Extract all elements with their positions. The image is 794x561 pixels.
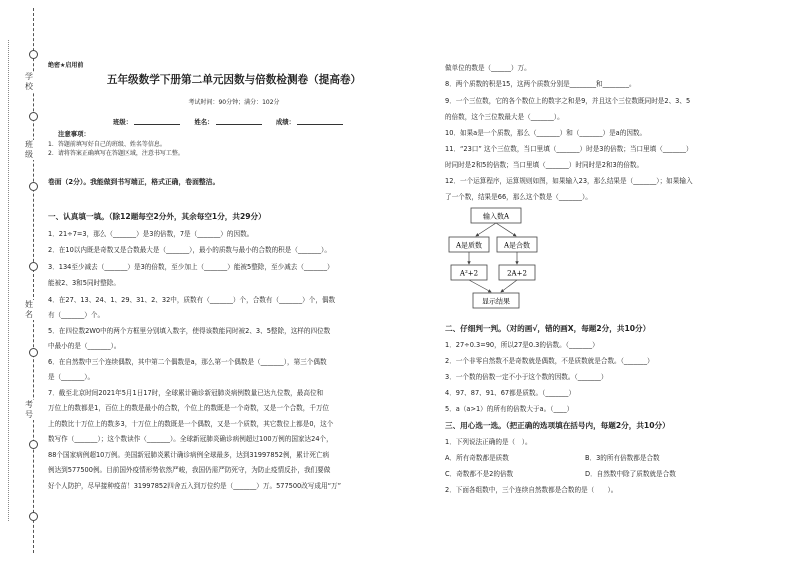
question-line: 88个国家病例超10万例。美国新冠肺炎累计确诊病例全球最多，达到31997852例，累计死亡病 (48, 451, 330, 459)
binding-label: 号 (25, 410, 33, 419)
question-line: 好个人防护，尽早接种疫苗！31997852四舍五入到万位约是（_______）万。577500改写成用“万” (48, 482, 342, 490)
class-label: 班级： (113, 118, 133, 126)
question-line: 的倍数，这个三位数最大是（_______）。 (445, 113, 564, 121)
flowchart (445, 205, 565, 320)
question-line: 8．两个质数的积是15，这两个质数分别是________和________。 (445, 80, 636, 88)
binding-label: 考 (25, 400, 33, 409)
name-label: 姓名： (194, 118, 214, 126)
question-line: 例达到577500例。目前国外疫情形势依然严峻，我国仍需严防死守，为防止疫情反扑，我们要做 (48, 466, 331, 474)
question-line: 1．21÷7=3，那么（_______）是3的倍数，7是（_______）的因数。 (48, 230, 254, 238)
question-line: 3．134至少减去（_______）是3的倍数，至少加上（_______）能被5整除，至少减去（_______） (48, 263, 334, 271)
flow-op-composite-text: 2A+2 (507, 269, 527, 278)
question-line: 2．下面各组数中，三个连续自然数都是合数的是（ ）。 (445, 486, 618, 494)
flow-prime-text: A是质数 (455, 241, 483, 250)
binding-hole (29, 112, 38, 121)
flow-arrow (496, 223, 516, 236)
section2-title: 二、仔细判一判。（对的画√，错的画X，每题2分，共10分） (445, 324, 651, 333)
notice-title: 注意事项： (58, 130, 90, 138)
binding-margin (0, 0, 42, 561)
binding-label: 级 (25, 150, 33, 159)
question-line: 4．在27、13、24、1、29、31、2、32中，质数有（_______）个，合数有（_______）个，偶数 (48, 296, 336, 304)
question-line: 7．截至北京时间2021年5月1日17时，全球累计确诊新冠肺炎病例数量已达九位数，最高位和 (48, 389, 324, 397)
flow-arrow (469, 280, 491, 292)
binding-hole (29, 512, 38, 521)
binding-label: 学 (25, 72, 33, 81)
binding-hole (29, 348, 38, 357)
binding-label: 校 (25, 82, 33, 91)
question-line: 1．下列说法正确的是（ ）。 (445, 438, 532, 446)
binding-hole (29, 50, 38, 59)
student-fields (48, 117, 420, 127)
notice-item: 2．请将答案正确填写在答题区域，注意书写工整。 (48, 150, 184, 157)
flow-op-prime-text: A²+2 (459, 269, 479, 278)
question-line: 数写作（_______）；这个数读作（_______）。全球新冠肺炎确诊病例超过100万例的国家达24个， (48, 435, 333, 443)
question-line: 能被2、3和5同时整除。 (48, 279, 120, 287)
question-line: 做单位的数是（______）万。 (445, 64, 531, 72)
question-line: 上的数比十万位上的数多3，十万位上的数既是一个偶数，又是一个质数，其它数位上都是0，这个 (48, 420, 334, 428)
question-line: 是（_______）。 (48, 373, 95, 381)
neatness-note: 卷面（2分）。我能做到书写端正，格式正确，卷面整洁。 (48, 178, 220, 186)
score-field[interactable] (297, 117, 343, 125)
question-line: 中最小的是（_______）。 (48, 342, 121, 350)
binding-guide-line (8, 40, 9, 521)
binding-hole (29, 182, 38, 191)
binding-label: 名 (25, 310, 33, 319)
option-b: B．3的所有倍数都是合数 (585, 454, 660, 462)
flow-composite-text: A是合数 (503, 241, 531, 250)
binding-hole (29, 262, 38, 271)
question-line: 1．27÷0.3=90，所以27是0.3的倍数。（_______） (445, 341, 599, 349)
question-line: 3．一个数的倍数一定不小于这个数的因数。（_______） (445, 373, 608, 381)
binding-label: 姓 (25, 300, 33, 309)
question-line: 11．“23口” 这个三位数，当口里填（_______）时是3的倍数；当口里填（_______） (445, 145, 693, 153)
binding-hole (29, 440, 38, 449)
flow-arrow (501, 280, 517, 292)
question-line: 时同时是2和5的倍数；当口里填（_______）时同时是2和3的倍数。 (445, 161, 644, 169)
question-line: 4．97、87、91、67都是质数。（_______） (445, 389, 576, 397)
score-label: 成绩： (275, 118, 295, 126)
class-field[interactable] (134, 117, 180, 125)
name-field[interactable] (216, 117, 262, 125)
question-line: 5．在四位数2W0中的两个方框里分别填入数字，使得该数能同时被2、3、5整除，这样的四位数 (48, 327, 331, 335)
question-line: 有（_______）个。 (48, 311, 105, 319)
question-line: 2．在10以内既是奇数又是合数最大是（_______），最小的质数与最小的合数的积是（_______）。 (48, 246, 331, 254)
question-line: 了一个数，结果是66，那么这个数是（_______）。 (445, 193, 592, 201)
question-line: 万位上的数都是1，百位上的数是最小的合数，个位上的数既是一个奇数，又是一个合数，千万位 (48, 404, 330, 412)
question-line: 5．a（a>1）的所有的倍数大于a。（____） (445, 405, 574, 413)
seal-text: 绝密★启用前 (48, 62, 84, 69)
flow-arrow (476, 223, 496, 236)
question-line: 2．一个非零自然数不是奇数就是偶数，不是质数就是合数。（_______） (445, 357, 654, 365)
option-d: D．自然数中除了质数就是合数 (585, 470, 676, 478)
question-line: 9．一个三位数，它的各个数位上的数字之和是9，并且这个三位数既同时是2、3、5 (445, 97, 691, 105)
question-line: 10．如果a是一个质数，那么（_______）和（_______）是a的因数。 (445, 129, 647, 137)
flow-input-text: 输入数A (482, 212, 510, 221)
section3-title: 三、用心选一选。（把正确的选项填在括号内，每题2分，共10分） (445, 421, 670, 430)
option-a: A．所有奇数都是质数 (445, 454, 509, 462)
exam-info: 考试时间：90分钟；满分：102分 (188, 99, 280, 106)
option-c: C．奇数都不是2的倍数 (445, 470, 514, 478)
page-title: 五年级数学下册第二单元因数与倍数检测卷（提高卷） (106, 74, 362, 86)
section1-title: 一、认真填一填。（除12题每空2分外，其余每空1分，共29分） (48, 212, 266, 221)
question-line: 6．在自然数中三个连续偶数，其中第二个偶数是a，那么第一个偶数是（_______），第三个偶数 (48, 358, 327, 366)
binding-label: 班 (25, 140, 33, 149)
question-line: 12．一个运算程序，运算规则如图，如果输入23，那么结果是（_______）；如果输入 (445, 177, 693, 185)
flow-output-text: 显示结果 (482, 297, 510, 306)
notice-item: 1．答题前填写好自己的班级、姓名等信息。 (48, 141, 166, 148)
